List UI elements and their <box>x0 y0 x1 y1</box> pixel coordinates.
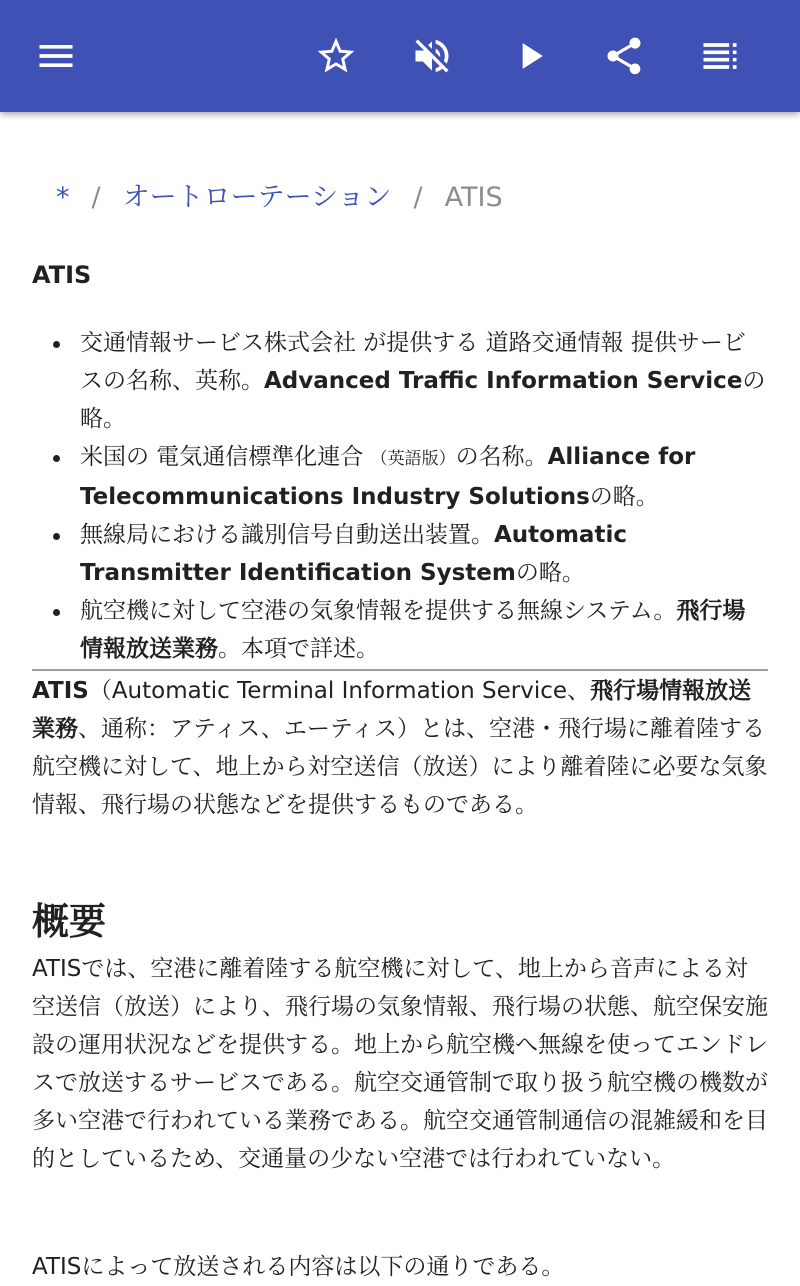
list-item-text: 航空機に対して空港の気象情報を提供する無線システム。 <box>80 598 677 624</box>
list-icon <box>698 34 742 78</box>
breadcrumb-home-link[interactable]: * <box>56 182 70 213</box>
menu-button[interactable] <box>28 28 84 84</box>
intro-paragraph <box>32 672 768 824</box>
divider <box>32 669 768 671</box>
share-button[interactable] <box>596 28 652 84</box>
list-item-text: 無線局における識別信号自動送出装置。 <box>80 522 494 548</box>
list-item-bold: Automatic Transmitter Identification System <box>80 522 627 586</box>
list-item-text: 交通情報サービス株式会社 が提供する 道路交通情報 提供サービスの名称、英称。 <box>80 330 746 394</box>
list-item-text: の略。 <box>589 484 659 510</box>
list-item-bold: Alliance for Telecommunications Industry Solutions <box>80 444 696 510</box>
list-item-text: 。本項で詳述。 <box>218 636 379 662</box>
share-icon <box>602 34 646 78</box>
volume-off-icon <box>410 34 454 78</box>
table-of-contents-button[interactable] <box>692 28 748 84</box>
menu-icon <box>34 34 78 78</box>
intro-bold-term: ATIS <box>32 678 89 704</box>
section-paragraph: ATISによって放送される内容は以下の通りである。 <box>32 1254 565 1280</box>
list-item-text: の略。 <box>80 368 766 432</box>
list-item-text: の略。 <box>515 560 585 586</box>
intro-bold-term: 飛行場情報放送業務 <box>32 678 752 742</box>
breadcrumb-parent-link[interactable]: オートローテーション <box>122 182 392 213</box>
breadcrumb <box>56 180 756 216</box>
breadcrumb-current: ATIS <box>444 182 503 213</box>
breadcrumb-separator: / <box>91 182 101 213</box>
star-outline-icon <box>314 34 358 78</box>
play-button[interactable] <box>502 28 558 84</box>
list-item-text: 米国の 電気通信標準化連合 <box>80 444 371 470</box>
list-item-bold: 飛行場情報放送業務 <box>80 598 746 662</box>
bookmark-button[interactable] <box>308 28 364 84</box>
list-item-bold: Advanced Traffic Information Service <box>264 368 743 394</box>
disambiguation-list <box>32 324 768 668</box>
intro-text: （Automatic Terminal Information Service、 <box>88 678 591 704</box>
list-item <box>80 592 768 668</box>
section-heading: 概要 <box>32 900 106 943</box>
english-version-link[interactable]: （英語版） <box>370 449 456 469</box>
page-title: ATIS <box>32 261 92 289</box>
list-item <box>80 438 768 516</box>
section-paragraph: ATISでは、空港に離着陸する航空機に対して、地上から音声による対空送信（放送）により、飛行場の気象情報、飛行場の状態、航空保安施設の運用状況などを提供する。地上から航空機へ無線を使ってエンドレスで放送するサービスである。航空交通管制で取り扱う航空機の機数が多い空港で行われている業務である。航空交通管制通信の混雑緩和を目的としているため、交通量の少ない空港では行われていない。 <box>32 956 768 1172</box>
app-bar <box>0 0 800 112</box>
mute-button[interactable] <box>404 28 460 84</box>
list-item <box>80 516 768 592</box>
breadcrumb-separator: / <box>413 182 423 213</box>
intro-text: 、通称：アティス、エーティス）とは、空港・飛行場に離着陸する航空機に対して、地上から対空送信（放送）により離着陸に必要な気象情報、飛行場の状態などを提供するものである。 <box>32 716 768 818</box>
list-item <box>80 324 768 438</box>
play-icon <box>508 34 552 78</box>
list-item-text: の名称。 <box>455 444 548 470</box>
